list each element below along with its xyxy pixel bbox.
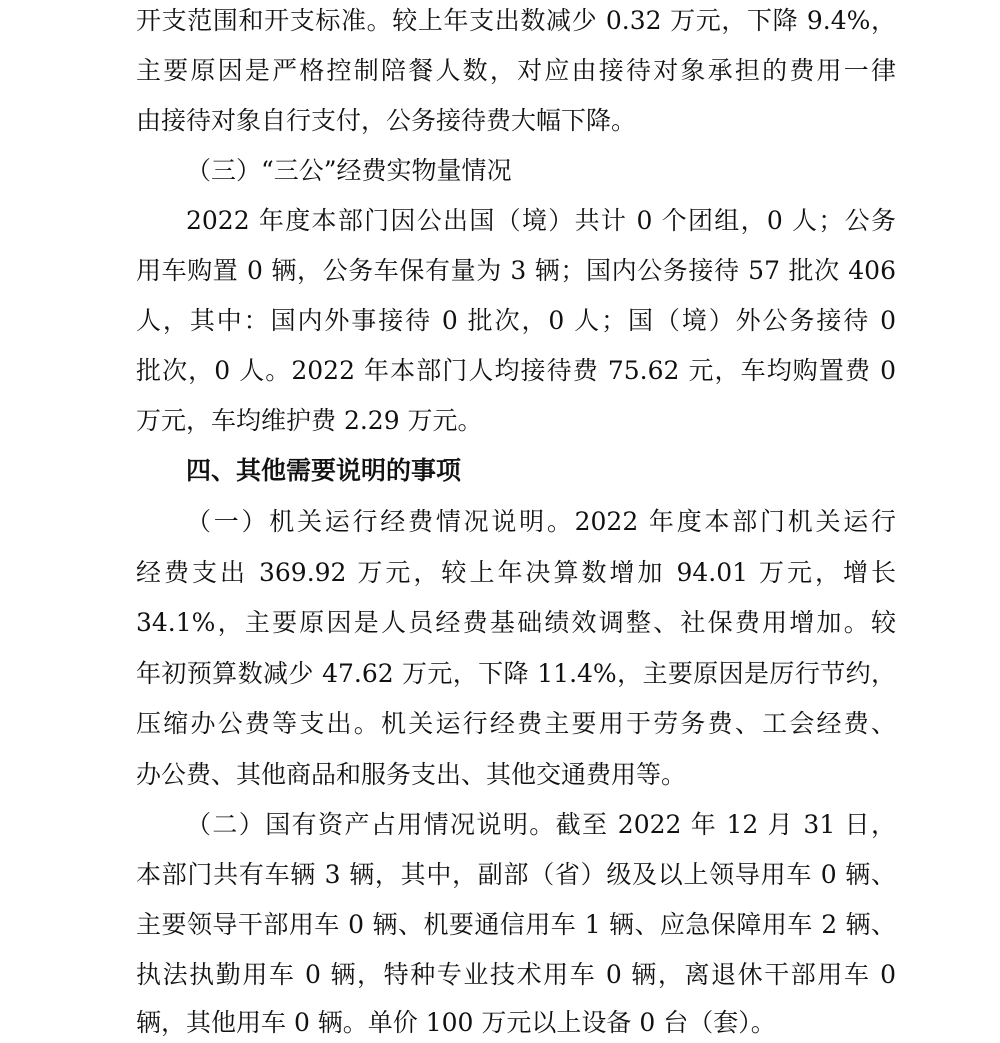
paragraph-line: 主要领导干部用车 0 辆、机要通信用车 1 辆、应急保障用车 2 辆、 xyxy=(136,910,896,939)
paragraph-line: 年初预算数减少 47.62 万元，下降 11.4%，主要原因是厉行节约， xyxy=(136,659,896,688)
paragraph-line: 执法执勤用车 0 辆，特种专业技术用车 0 辆，离退休干部用车 0 xyxy=(136,960,896,989)
section-heading: 四、其他需要说明的事项 xyxy=(186,456,462,485)
paragraph-line: 压缩办公费等支出。机关运行经费主要用于劳务费、工会经费、 xyxy=(136,709,896,738)
paragraph-line: 开支范围和开支标准。较上年支出数减少 0.32 万元，下降 9.4%， xyxy=(136,6,896,35)
paragraph-line: 办公费、其他商品和服务支出、其他交通费用等。 xyxy=(136,760,687,789)
paragraph-line: 辆，其他用车 0 辆。单价 100 万元以上设备 0 台（套）。 xyxy=(136,1008,776,1037)
paragraph-line: 本部门共有车辆 3 辆，其中，副部（省）级及以上领导用车 0 辆、 xyxy=(136,860,896,889)
paragraph-line: （二）国有资产占用情况说明。截至 2022 年 12 月 31 日， xyxy=(186,810,896,839)
paragraph-line: 万元，车均维护费 2.29 万元。 xyxy=(136,406,483,435)
subsection-heading: （三）“三公”经费实物量情况 xyxy=(186,156,512,185)
paragraph-line: 人，其中：国内外事接待 0 批次，0 人；国（境）外公务接待 0 xyxy=(136,306,896,335)
paragraph-line: 34.1%，主要原因是人员经费基础绩效调整、社保费用增加。较 xyxy=(136,608,896,637)
paragraph-line: 由接待对象自行支付，公务接待费大幅下降。 xyxy=(136,106,637,135)
paragraph-line: 2022 年度本部门因公出国（境）共计 0 个团组，0 人；公务 xyxy=(186,206,896,235)
paragraph-line: 用车购置 0 辆，公务车保有量为 3 辆；国内公务接待 57 批次 406 xyxy=(136,256,896,285)
paragraph-line: 经费支出 369.92 万元，较上年决算数增加 94.01 万元，增长 xyxy=(136,558,896,587)
paragraph-line: （一）机关运行经费情况说明。2022 年度本部门机关运行 xyxy=(186,507,896,536)
paragraph-line: 批次，0 人。2022 年本部门人均接待费 75.62 元，车均购置费 0 xyxy=(136,356,896,385)
paragraph-line: 主要原因是严格控制陪餐人数，对应由接待对象承担的费用一律 xyxy=(136,56,896,85)
